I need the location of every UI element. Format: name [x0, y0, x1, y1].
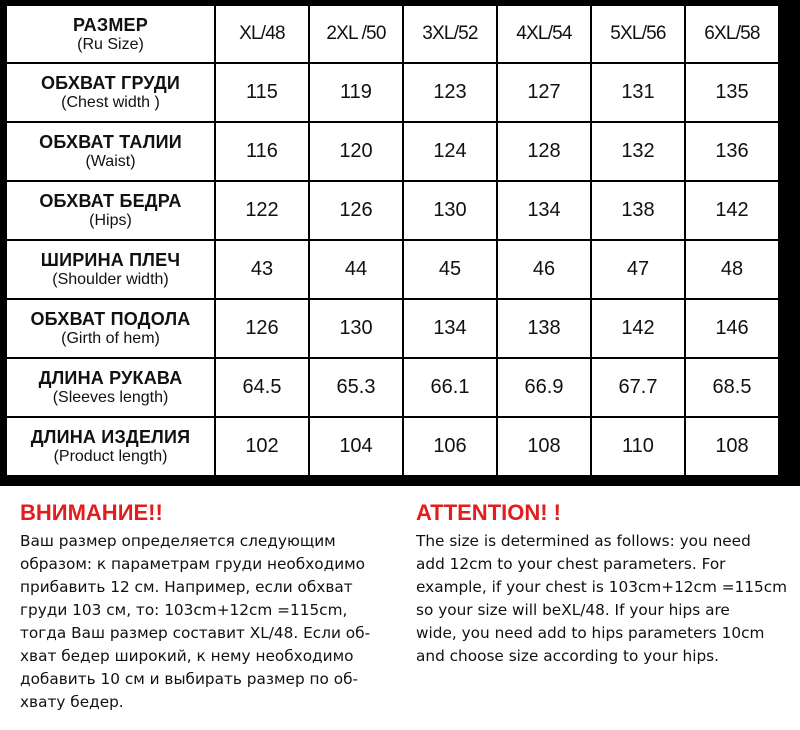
row-label: ШИРИНА ПЛЕЧ	[40, 250, 181, 270]
notice-line: wide, you need add to hips parameters 10cm	[416, 624, 765, 642]
notice-line: хвату бедер.	[20, 693, 124, 711]
size-header-sublabel: (Ru Size)	[77, 35, 144, 53]
row-label: ОБХВАТ ГРУДИ	[40, 73, 181, 93]
size-column-header: 6XL/58	[686, 6, 778, 62]
row-label: ОБХВАТ ПОДОЛА	[30, 309, 191, 329]
measurement-value: 130	[310, 300, 402, 357]
notice-line: add 12cm to your chest parameters. For	[416, 555, 726, 573]
size-chart-body	[7, 6, 778, 475]
measurement-value: 138	[498, 300, 590, 357]
measurement-value: 127	[498, 64, 590, 121]
measurement-value: 66.9	[498, 359, 590, 416]
notice-body-en	[416, 530, 796, 668]
measurement-value: 110	[592, 418, 684, 475]
notice-line: тогда Ваш размер составит XL/48. Если об-	[20, 624, 371, 642]
row-sublabel: (Shoulder width)	[52, 271, 169, 288]
size-column-header: 4XL/54	[498, 6, 590, 62]
row-label-cell	[7, 123, 214, 180]
measurement-value: 44	[310, 241, 402, 298]
notice-line: Ваш размер определяется следующим	[20, 532, 336, 550]
row-sublabel: (Chest width )	[61, 94, 160, 111]
size-header-label-cell	[7, 6, 214, 62]
measurement-value: 116	[216, 123, 308, 180]
measurement-value: 108	[686, 418, 778, 475]
row-sublabel: (Hips)	[89, 212, 132, 229]
measurement-value: 124	[404, 123, 496, 180]
notice-title-ru: ВНИМАНИЕ!!	[20, 500, 163, 525]
size-column-header: 5XL/56	[592, 6, 684, 62]
row-label-cell	[7, 300, 214, 357]
measurement-value: 135	[686, 64, 778, 121]
notice-line: прибавить 12 см. Например, если обхват	[20, 578, 353, 596]
notice-line: The size is determined as follows: you need	[416, 532, 751, 550]
row-label-cell	[7, 359, 214, 416]
measurement-value: 122	[216, 182, 308, 239]
measurement-row-length	[7, 418, 778, 475]
measurement-value: 66.1	[404, 359, 496, 416]
measurement-value: 128	[498, 123, 590, 180]
notice-line: хват бедер широкий, к нему необходимо	[20, 647, 354, 665]
measurement-value: 48	[686, 241, 778, 298]
measurement-value: 131	[592, 64, 684, 121]
measurement-value: 120	[310, 123, 402, 180]
row-sublabel: (Sleeves length)	[52, 389, 169, 406]
measurement-value: 65.3	[310, 359, 402, 416]
notice-line: and choose size according to your hips.	[416, 647, 719, 665]
measurement-value: 43	[216, 241, 308, 298]
measurement-row-hips	[7, 182, 778, 239]
notice-line: образом: к параметрам груди необходимо	[20, 555, 366, 573]
row-label-cell	[7, 418, 214, 475]
measurement-row-sleeve	[7, 359, 778, 416]
size-chart-table	[5, 4, 780, 477]
measurement-value: 46	[498, 241, 590, 298]
notice-russian	[20, 498, 400, 714]
row-sublabel: (Waist)	[85, 153, 136, 170]
measurement-value: 130	[404, 182, 496, 239]
row-label: ОБХВАТ БЕДРА	[39, 191, 182, 211]
notice-line: груди 103 см, то: 103cm+12cm =115cm,	[20, 601, 348, 619]
measurement-value: 106	[404, 418, 496, 475]
size-column-header: 3XL/52	[404, 6, 496, 62]
measurement-value: 47	[592, 241, 684, 298]
measurement-value: 68.5	[686, 359, 778, 416]
measurement-row-shoulder	[7, 241, 778, 298]
row-sublabel: (Girth of hem)	[61, 330, 160, 347]
notice-line: example, if your chest is 103cm+12cm =115cm	[416, 578, 788, 596]
row-sublabel: (Product length)	[53, 448, 168, 465]
measurement-value: 108	[498, 418, 590, 475]
measurement-value: 126	[216, 300, 308, 357]
size-column-header: 2XL /50	[310, 6, 402, 62]
notice-english	[416, 498, 796, 668]
measurement-value: 64.5	[216, 359, 308, 416]
measurement-row-waist	[7, 123, 778, 180]
measurement-value: 123	[404, 64, 496, 121]
measurement-value: 115	[216, 64, 308, 121]
notice-body-ru	[20, 530, 400, 714]
measurement-row-chest	[7, 64, 778, 121]
size-header-row	[7, 6, 778, 62]
measurement-value: 142	[686, 182, 778, 239]
size-column-header: XL/48	[216, 6, 308, 62]
row-label-cell	[7, 182, 214, 239]
notice-line: добавить 10 см и выбирать размер по об-	[20, 670, 359, 688]
measurement-value: 146	[686, 300, 778, 357]
measurement-value: 67.7	[592, 359, 684, 416]
row-label-cell	[7, 64, 214, 121]
measurement-value: 142	[592, 300, 684, 357]
row-label: ДЛИНА РУКАВА	[38, 368, 183, 388]
measurement-value: 126	[310, 182, 402, 239]
row-label: ОБХВАТ ТАЛИИ	[39, 132, 182, 152]
measurement-row-hem	[7, 300, 778, 357]
measurement-value: 138	[592, 182, 684, 239]
measurement-value: 45	[404, 241, 496, 298]
row-label-cell	[7, 241, 214, 298]
notice-title-en: ATTENTION! !	[416, 500, 562, 525]
measurement-value: 136	[686, 123, 778, 180]
measurement-value: 104	[310, 418, 402, 475]
measurement-value: 132	[592, 123, 684, 180]
measurement-value: 134	[404, 300, 496, 357]
measurement-value: 102	[216, 418, 308, 475]
measurement-value: 119	[310, 64, 402, 121]
measurement-value: 134	[498, 182, 590, 239]
notice-line: so your size will beXL/48. If your hips are	[416, 601, 730, 619]
size-header-label: РАЗМЕР	[73, 14, 148, 35]
row-label: ДЛИНА ИЗДЕЛИЯ	[30, 427, 191, 447]
